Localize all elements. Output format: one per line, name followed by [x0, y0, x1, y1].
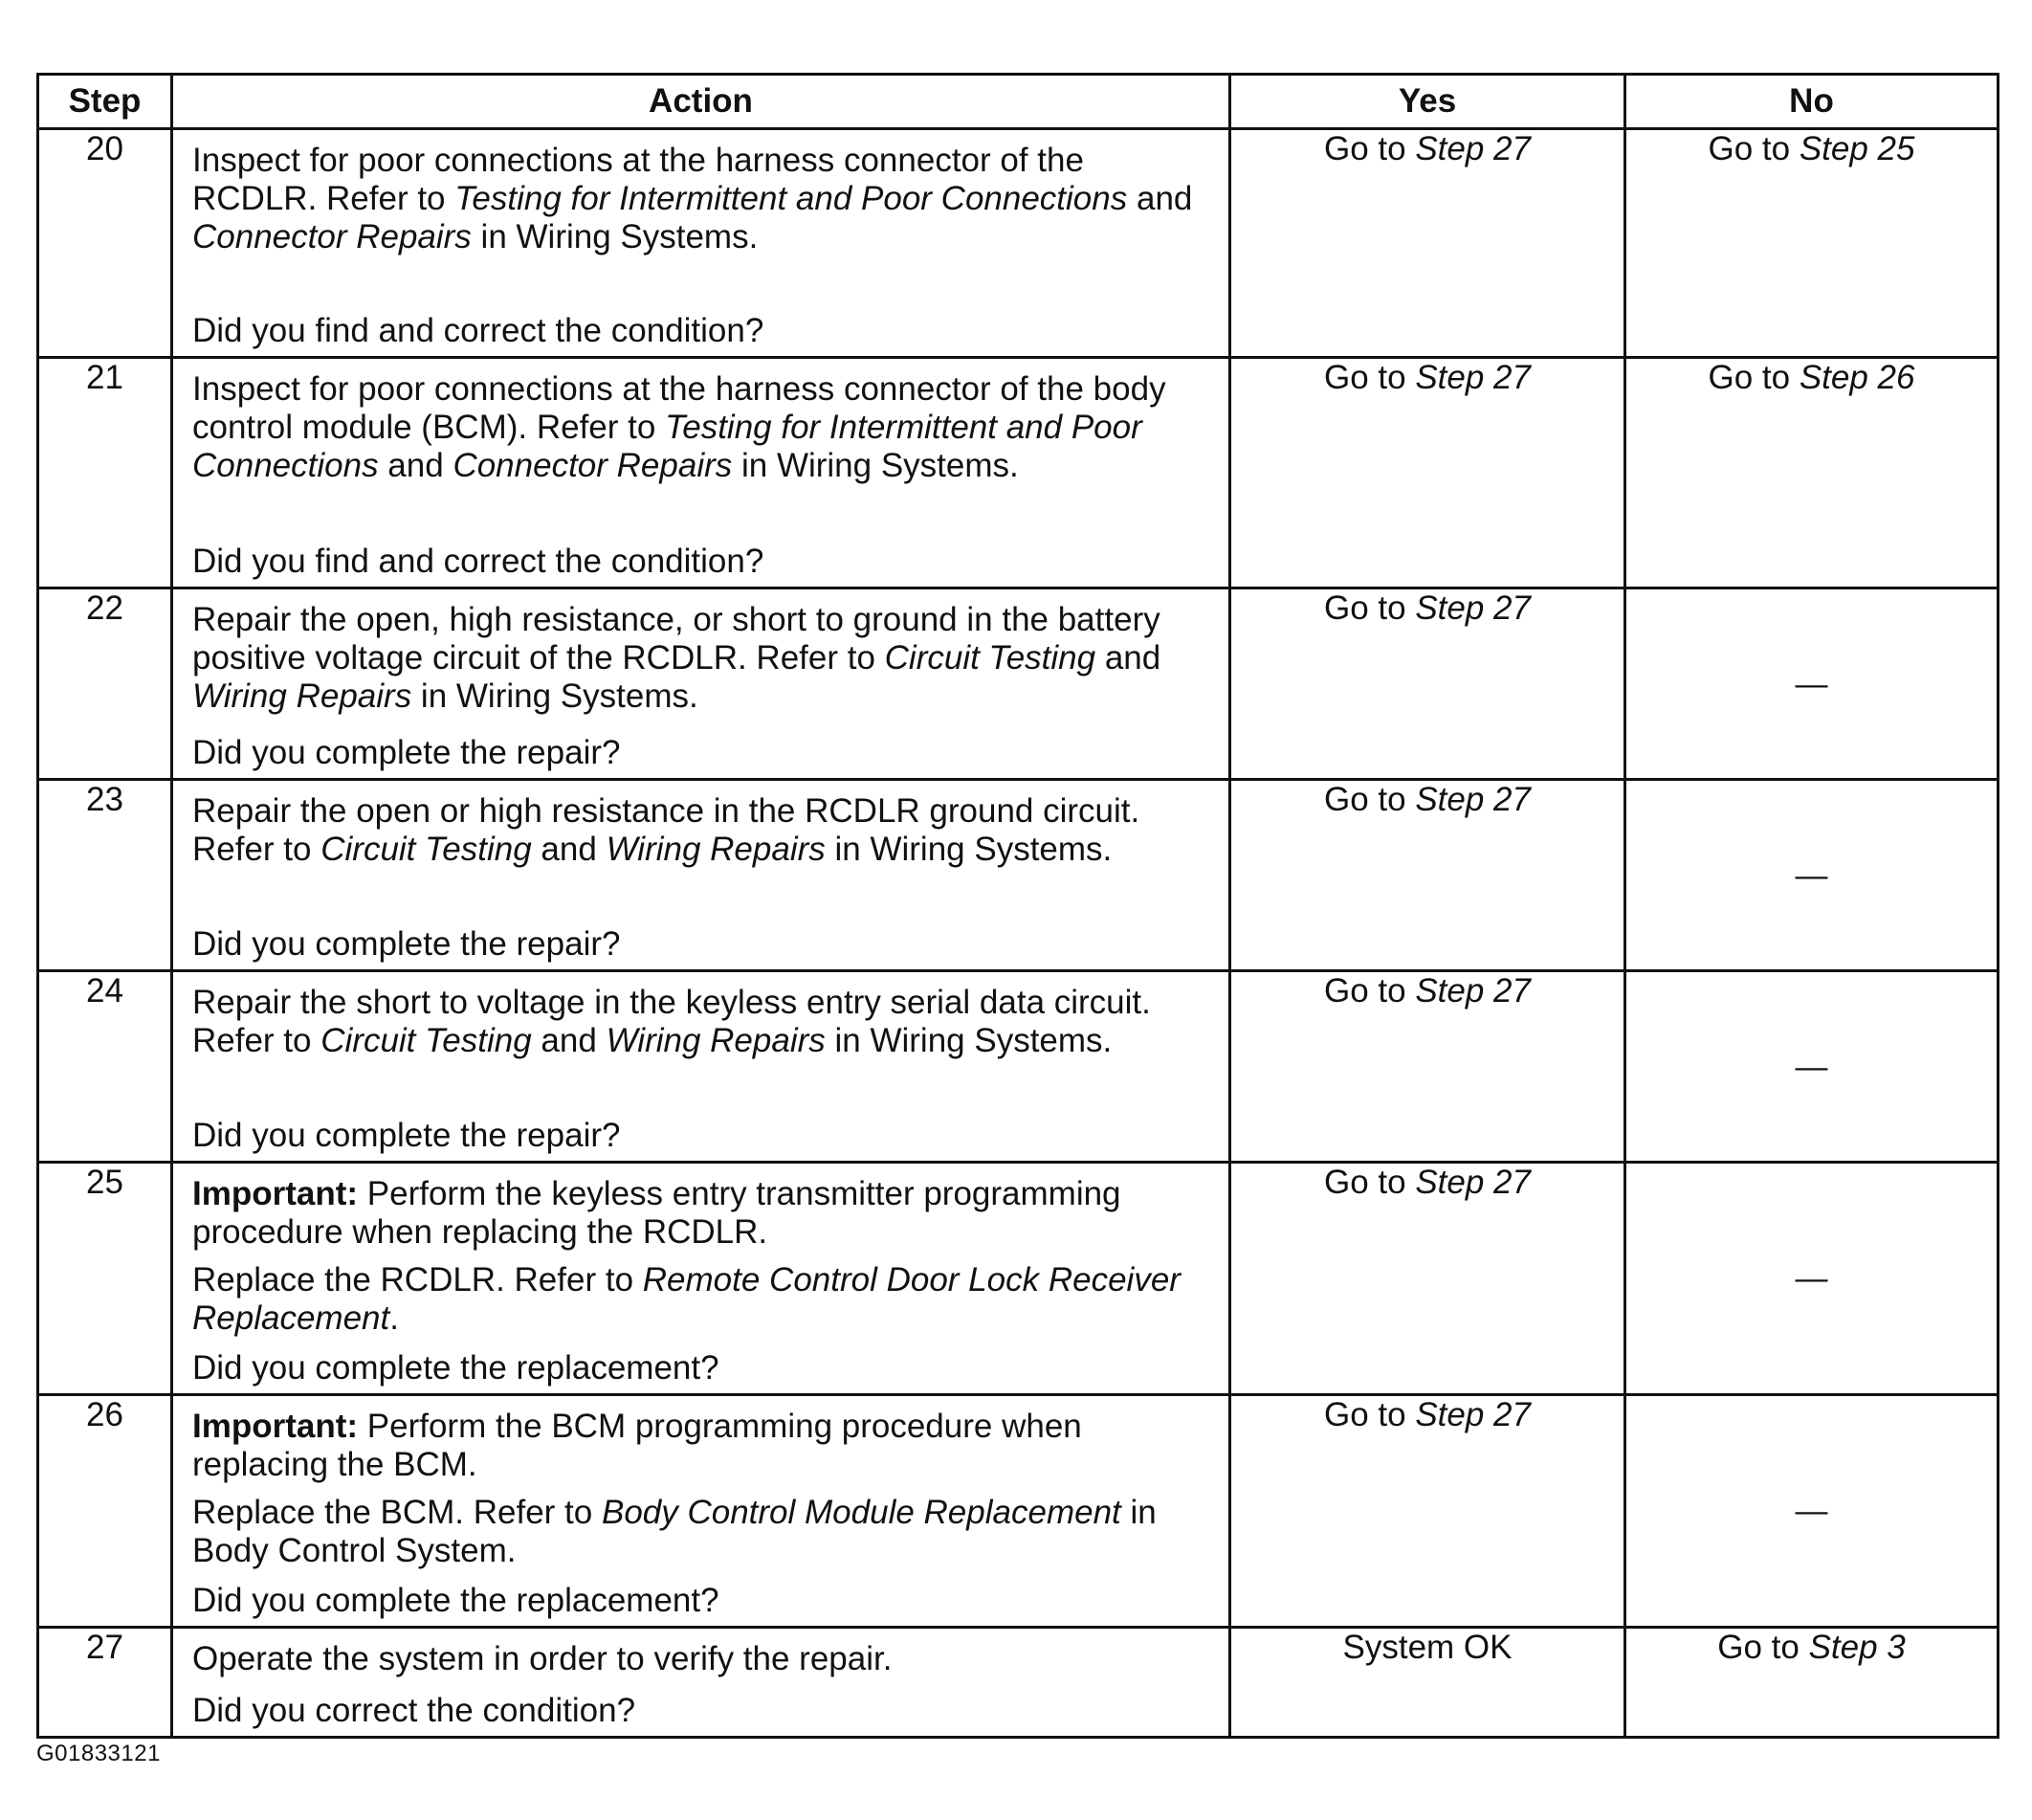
- figure-id: G01833121: [36, 1741, 161, 1766]
- step-number: 20: [38, 129, 172, 358]
- goto-prefix: Go to: [1324, 589, 1416, 627]
- action-text: Perform the keyless entry transmitter programming procedure when replacing the RCDLR.: [192, 1175, 1121, 1251]
- reference-title: Circuit Testing: [884, 639, 1096, 677]
- goto-step-link: Step 3: [1808, 1629, 1906, 1666]
- action-text: Inspect for poor connections at the harness connector of the RCDLR. Refer to: [192, 142, 1084, 217]
- reference-title: Wiring Repairs: [606, 1022, 826, 1059]
- action-text: in Body Control System.: [192, 1494, 1157, 1569]
- goto-step-link: Step 27: [1415, 1164, 1531, 1201]
- goto-step-link: Step 27: [1415, 359, 1531, 396]
- table-row: [38, 971, 1999, 1163]
- goto-prefix: Go to: [1324, 130, 1416, 167]
- reference-title: Wiring Repairs: [606, 831, 826, 868]
- yes-cell: [1230, 588, 1625, 780]
- goto-step-link: Step 27: [1415, 130, 1531, 167]
- yes-cell: [1230, 971, 1625, 1163]
- reference-title: Connector Repairs: [453, 447, 733, 484]
- goto-step-link: Step 27: [1415, 972, 1531, 1010]
- goto-prefix: Go to: [1324, 359, 1416, 396]
- action-paragraph: [192, 601, 1215, 716]
- action-text: Repair the open, high resistance, or short to ground in the battery positive voltage circuit of the RCDLR. Refer to: [192, 601, 1160, 677]
- no-cell: [1625, 780, 1999, 971]
- reference-title: Testing for Intermittent and Poor Connections: [454, 180, 1128, 217]
- action-paragraph: [192, 1408, 1215, 1484]
- goto-prefix: Go to: [1717, 1629, 1809, 1666]
- action-cell: [172, 1395, 1230, 1628]
- goto-prefix: Go to: [1708, 359, 1800, 396]
- no-result-dash: —: [1795, 1493, 1828, 1529]
- no-cell: [1625, 971, 1999, 1163]
- goto-prefix: Go to: [1708, 130, 1800, 167]
- action-cell: [172, 129, 1230, 358]
- no-result-dash: —: [1795, 1260, 1828, 1297]
- action-cell: [172, 588, 1230, 780]
- action-question: Did you find and correct the condition?: [192, 543, 764, 580]
- table-row: [38, 780, 1999, 971]
- step-number: 24: [38, 971, 172, 1163]
- action-instructions: [192, 142, 1215, 256]
- action-text: in Wiring Systems.: [471, 218, 759, 255]
- action-paragraph: [192, 370, 1215, 485]
- yes-cell: [1230, 1628, 1625, 1738]
- diagnostic-table: [36, 73, 1999, 1739]
- reference-title: Connector Repairs: [192, 218, 472, 255]
- reference-title: Wiring Repairs: [192, 677, 412, 715]
- no-cell: [1625, 1163, 1999, 1395]
- action-text: in Wiring Systems.: [825, 1022, 1113, 1059]
- no-cell: [1625, 1395, 1999, 1628]
- action-text: in Wiring Systems.: [825, 831, 1113, 868]
- reference-title: Body Control Module Replacement: [601, 1494, 1121, 1531]
- important-label: Important:: [192, 1408, 359, 1445]
- reference-title: Circuit Testing: [320, 831, 532, 868]
- action-content: [192, 1640, 1215, 1730]
- action-content: [192, 792, 1215, 964]
- step-number: 27: [38, 1628, 172, 1738]
- action-content: [192, 370, 1215, 581]
- reference-title: Remote Control Door Lock Receiver Replacement: [192, 1261, 1181, 1337]
- no-result-dash: —: [1795, 856, 1828, 894]
- yes-cell: [1230, 129, 1625, 358]
- action-cell: [172, 971, 1230, 1163]
- action-question: Did you complete the repair?: [192, 925, 621, 963]
- action-instructions: [192, 984, 1215, 1060]
- action-text: and: [378, 447, 453, 484]
- action-paragraph: [192, 1261, 1215, 1338]
- action-cell: [172, 1163, 1230, 1395]
- action-content: [192, 601, 1215, 772]
- table-body: [38, 129, 1999, 1738]
- action-paragraph: [192, 142, 1215, 256]
- step-number: 26: [38, 1395, 172, 1628]
- no-result-dash: —: [1795, 665, 1828, 702]
- yes-cell: [1230, 358, 1625, 588]
- action-cell: [172, 358, 1230, 588]
- no-result-dash: —: [1795, 1048, 1828, 1085]
- action-cell: [172, 780, 1230, 971]
- step-number: 22: [38, 588, 172, 780]
- header-yes: Yes: [1230, 75, 1625, 129]
- yes-cell: [1230, 780, 1625, 971]
- no-cell: [1625, 129, 1999, 358]
- action-text: Repair the open or high resistance in the RCDLR ground circuit. Refer to: [192, 792, 1140, 868]
- action-content: [192, 142, 1215, 350]
- table-row: [38, 1395, 1999, 1628]
- action-instructions: [192, 1640, 1215, 1678]
- action-text: Repair the short to voltage in the keyless entry serial data circuit. Refer to: [192, 984, 1151, 1059]
- no-cell: [1625, 1628, 1999, 1738]
- table-row: [38, 129, 1999, 358]
- step-number: 23: [38, 780, 172, 971]
- header-action: Action: [172, 75, 1230, 129]
- table-row: [38, 358, 1999, 588]
- action-question: Did you correct the condition?: [192, 1692, 636, 1729]
- goto-prefix: Go to: [1324, 1396, 1416, 1433]
- goto-prefix: Go to: [1324, 781, 1416, 818]
- goto-step-link: Step 25: [1799, 130, 1915, 167]
- action-content: [192, 1408, 1215, 1620]
- goto-prefix: Go to: [1324, 1164, 1416, 1201]
- action-instructions: [192, 792, 1215, 869]
- goto-step-link: Step 27: [1415, 1396, 1531, 1433]
- action-cell: [172, 1628, 1230, 1738]
- action-text: in Wiring Systems.: [411, 677, 698, 715]
- no-cell: [1625, 358, 1999, 588]
- action-text: and: [531, 1022, 607, 1059]
- action-question: Did you complete the repair?: [192, 734, 621, 771]
- action-paragraph: [192, 792, 1215, 869]
- header-no: No: [1625, 75, 1999, 129]
- action-text: and: [1127, 180, 1193, 217]
- action-text: and: [1095, 639, 1161, 677]
- action-question: Did you complete the replacement?: [192, 1349, 719, 1387]
- yes-cell: [1230, 1163, 1625, 1395]
- action-paragraph: [192, 1175, 1215, 1252]
- important-label: Important:: [192, 1175, 359, 1212]
- action-text: Replace the RCDLR. Refer to: [192, 1261, 643, 1298]
- action-text: Replace the BCM. Refer to: [192, 1494, 602, 1531]
- goto-prefix: Go to: [1324, 972, 1416, 1010]
- yes-cell: [1230, 1395, 1625, 1628]
- step-number: 25: [38, 1163, 172, 1395]
- action-paragraph: [192, 984, 1215, 1060]
- header-row: [38, 75, 1999, 129]
- action-instructions: [192, 601, 1215, 716]
- goto-step-link: Step 27: [1415, 589, 1531, 627]
- goto-step-link: Step 27: [1415, 781, 1531, 818]
- action-content: [192, 984, 1215, 1155]
- action-question: Did you find and correct the condition?: [192, 312, 764, 349]
- reference-title: Circuit Testing: [320, 1022, 532, 1059]
- action-paragraph: [192, 1640, 1215, 1678]
- action-text: and: [531, 831, 607, 868]
- header-step: Step: [38, 75, 172, 129]
- no-cell: [1625, 588, 1999, 780]
- action-text: Perform the BCM programming procedure when replacing the BCM.: [192, 1408, 1082, 1483]
- table-row: [38, 1163, 1999, 1395]
- action-question: Did you complete the replacement?: [192, 1582, 719, 1619]
- table-row: [38, 588, 1999, 780]
- action-instructions: [192, 1175, 1215, 1338]
- action-text: Operate the system in order to verify the repair.: [192, 1640, 893, 1677]
- step-number: 21: [38, 358, 172, 588]
- action-instructions: [192, 1408, 1215, 1570]
- action-text: .: [389, 1299, 399, 1337]
- reference-title: Testing for Intermittent and Poor Connections: [192, 409, 1142, 484]
- goto-step-link: Step 26: [1799, 359, 1915, 396]
- action-text: Inspect for poor connections at the harness connector of the body control module (BCM). Refer to: [192, 370, 1166, 446]
- table-row: [38, 1628, 1999, 1738]
- action-instructions: [192, 370, 1215, 485]
- action-content: [192, 1175, 1215, 1387]
- action-paragraph: [192, 1494, 1215, 1570]
- action-question: Did you complete the repair?: [192, 1117, 621, 1154]
- action-text: in Wiring Systems.: [732, 447, 1019, 484]
- result-text: System OK: [1342, 1629, 1513, 1666]
